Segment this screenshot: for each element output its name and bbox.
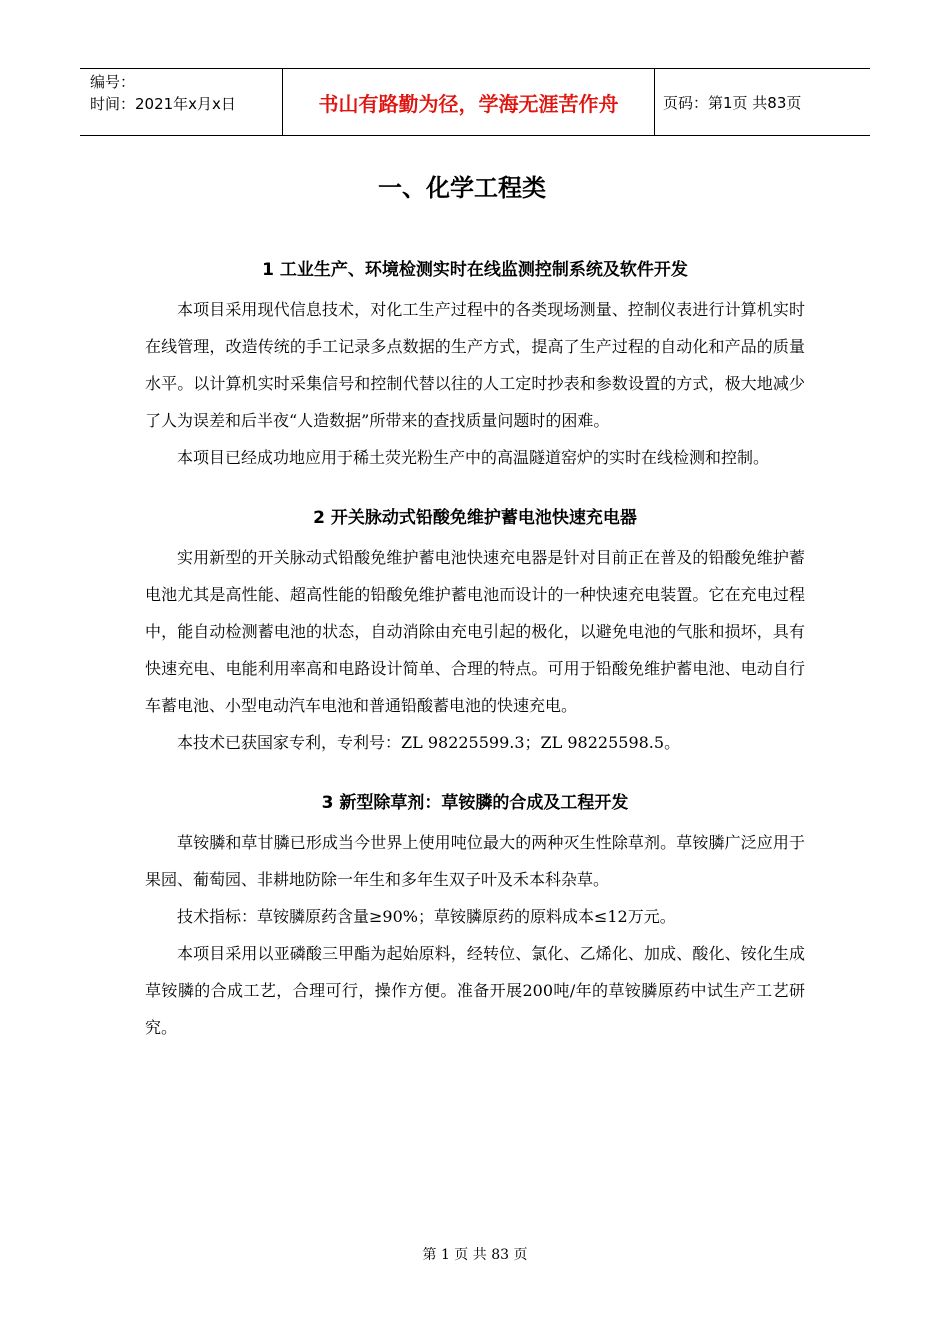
section-3-paragraph-2: 技术指标：草铵膦原药含量≥90%；草铵膦原药的原料成本≤12万元。 (177, 907, 676, 926)
section-1-paragraph-2: 本项目已经成功地应用于稀土荧光粉生产中的高温隧道窑炉的实时在线检测和控制。 (177, 448, 770, 467)
header-page-info: 页码：第1页 共83页 (663, 93, 802, 112)
section-divider (145, 761, 805, 788)
section-2-paragraph-1: 实用新型的开关脉动式铅酸免维护蓄电池快速充电器是针对目前正在普及的铅酸免维护蓄电池尤其是高性能、超高性能的铅酸免维护蓄电池而设计的一种快速充电装置。它在充电过程中，能自动检测蓄电池的状态，自动消除由充电引起的极化，以避免电池的气胀和损坏，具有快速充电、电能利用率高和电路设计简单、合理的特点。可用于铅酸免维护蓄电池、电动自行车蓄电池、小型电动汽车电池和普通铅酸蓄电池的快速充电。 (145, 548, 805, 715)
section-2 (145, 503, 805, 761)
page-header (80, 68, 870, 136)
document-title: 一、化学工程类 (378, 174, 546, 202)
section-1 (145, 255, 805, 476)
section-1-heading: 1 工业生产、环境检测实时在线监测控制系统及软件开发 (262, 260, 688, 280)
section-2-heading: 2 开关脉动式铅酸免维护蓄电池快速充电器 (313, 508, 637, 528)
section-2-paragraph-2: 本技术已获国家专利，专利号：ZL 98225599.3；ZL 98225598.5。 (177, 733, 681, 752)
header-meta (80, 69, 282, 135)
section-3-paragraph-1: 草铵膦和草甘膦已形成当今世界上使用吨位最大的两种灭生性除草剂。草铵膦广泛应用于果园、葡萄园、非耕地防除一年生和多年生双子叶及禾本科杂草。 (145, 833, 805, 889)
section-3 (145, 788, 805, 1046)
section-1-paragraph-1: 本项目采用现代信息技术，对化工生产过程中的各类现场测量、控制仪表进行计算机实时在线管理，改造传统的手工记录多点数据的生产方式，提高了生产过程的自动化和产品的质量水平。以计算机实时采集信号和控制代替以往的人工定时抄表和参数设置的方式，极大地减少了人为误差和后半夜“人造数据”所带来的查找质量问题时的困难。 (145, 300, 805, 430)
section-3-paragraph-3: 本项目采用以亚磷酸三甲酯为起始原料，经转位、氯化、乙烯化、加成、酸化、铵化生成草铵膦的合成工艺，合理可行，操作方便。准备开展200吨/年的草铵膦原药中试生产工艺研究。 (145, 944, 805, 1037)
header-motto: 书山有路勤为径，学海无涯苦作舟 (282, 69, 655, 135)
section-3-heading: 3 新型除草剂：草铵膦的合成及工程开发 (321, 793, 629, 813)
document-body (145, 255, 805, 1046)
section-divider (145, 476, 805, 503)
header-number-label: 编号： (90, 73, 136, 91)
header-time-label: 时间：2021年x月x日 (90, 95, 236, 113)
page-footer: 第 1 页 共 83 页 (422, 1247, 528, 1263)
